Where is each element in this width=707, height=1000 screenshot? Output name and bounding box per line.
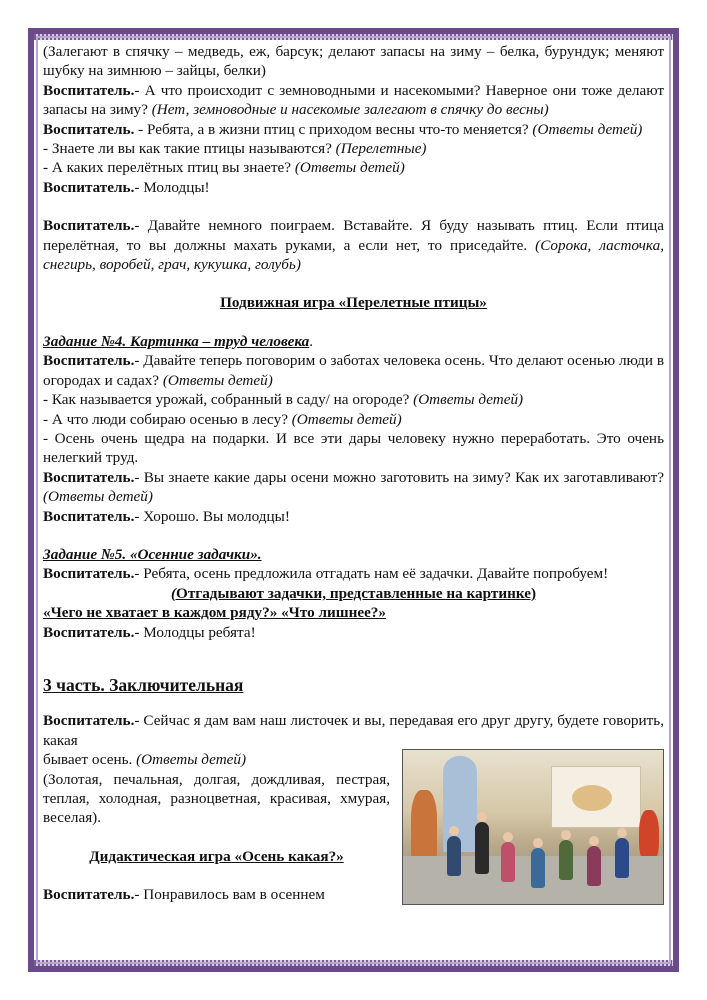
task-heading: Задание №4. Картинка – труд человека. [43, 332, 314, 350]
left-column [43, 750, 390, 904]
paragraph: Воспитатель.- А что происходит с земноводными и насекомыми? Наверное они тоже делают запасы на зиму? (Нет, земноводные и насекомые залегают в спячку до весны) [43, 81, 664, 119]
paragraph: Воспитатель.- Вы знаете какие дары осени можно заготовить на зиму? Как их заготавливают? (Ответы детей) [43, 468, 664, 506]
paragraph: Воспитатель.- Молодцы! [43, 178, 210, 196]
paragraph: Воспитатель.- Давайте теперь поговорим о заботах человека осень. Что делают осенью люди в огородах и садах? (Ответы детей) [43, 352, 664, 389]
speaker-label: Воспитатель. [43, 507, 135, 525]
photo-child [615, 838, 629, 878]
paragraph: - А каких перелётных птиц вы знаете? (Ответы детей) [43, 159, 405, 177]
instruction-line: (Отгадывают задачки, представленные на картинке) [170, 584, 537, 602]
paragraph: Воспитатель.- Молодцы ребята! [43, 623, 256, 641]
paragraph: Воспитатель.- Сейчас я дам вам наш листочек и вы, передавая его друг другу, будете говорить, какая [43, 712, 664, 749]
paragraph: - Осень очень щедра на подарки. И все эти дары человеку нужно переработать. Это очень нелегкий труд. [43, 429, 664, 467]
paragraph: (Залегают в спячку – медведь, еж, барсук; делают запасы на зиму – белка, бурундук; меняют шубку на зимнюю – зайцы, белки) [43, 43, 664, 80]
paragraph: Воспитатель.- Понравилось вам в осеннем [43, 886, 325, 904]
paragraph: Воспитатель.- Хорошо. Вы молодцы! [43, 507, 290, 525]
photo-child [587, 846, 601, 886]
photo-child [531, 848, 545, 888]
speaker-label: Воспитатель. [43, 712, 135, 730]
photo-tree [411, 790, 437, 860]
speaker-label: Воспитатель. [43, 468, 135, 486]
speaker-label: Воспитатель. [43, 352, 135, 370]
speaker-label: Воспитатель. [43, 178, 135, 196]
speaker-label: Воспитатель. [43, 217, 135, 235]
paragraph: - А что люди собираю осенью в лесу? (Ответы детей) [43, 410, 402, 428]
speaker-label: Воспитатель. [43, 565, 135, 583]
speaker-label: Воспитатель. [43, 886, 135, 904]
paragraph: бывает осень. (Ответы детей) [43, 751, 247, 769]
speaker-label: Воспитатель. [43, 81, 135, 99]
task-heading: Задание №5. «Осенние задачки». [43, 545, 262, 563]
speaker-label: Воспитатель. [43, 623, 135, 641]
paragraph: Воспитатель. - Ребята, а в жизни птиц с приходом весны что-то меняется? (Ответы детей) [43, 120, 643, 138]
riddle-titles: «Чего не хватает в каждом ряду?» «Что лишнее?» [43, 604, 386, 622]
classroom-photo [402, 749, 664, 905]
paragraph: Воспитатель.- Давайте немного поиграем. Вставайте. Я буду называть птиц. Если птица перелётная, то вы должны махать руками, а если нет, то приседайте. (Сорока, ласточка, снегирь, воробей, грач, кукушка, голубь) [43, 217, 664, 274]
photo-child [559, 840, 573, 880]
paragraph: Воспитатель.- Ребята, осень предложила отгадать нам её задачки. Давайте попробуем! [43, 565, 609, 583]
game-title: Подвижная игра «Перелетные птицы» [220, 294, 487, 312]
photo-projector-screen [551, 766, 641, 828]
paragraph: - Знаете ли вы как такие птицы называются? (Перелетные) [43, 140, 427, 158]
paragraph: - Как называется урожай, собранный в саду/ на огороде? (Ответы детей) [43, 391, 524, 409]
section-title: 3 часть. Заключительная [43, 674, 244, 695]
speaker-label: Воспитатель. [43, 120, 135, 138]
photo-adult [475, 822, 489, 874]
document-body [43, 42, 664, 905]
photo-child [447, 836, 461, 876]
paragraph: (Золотая, печальная, долгая, дождливая, пестрая, теплая, холодная, разноцветная, красивая, хмурая, веселая). [43, 770, 390, 827]
photo-child [501, 842, 515, 882]
final-section [43, 711, 664, 904]
game-title: Дидактическая игра «Осень какая?» [89, 847, 344, 865]
